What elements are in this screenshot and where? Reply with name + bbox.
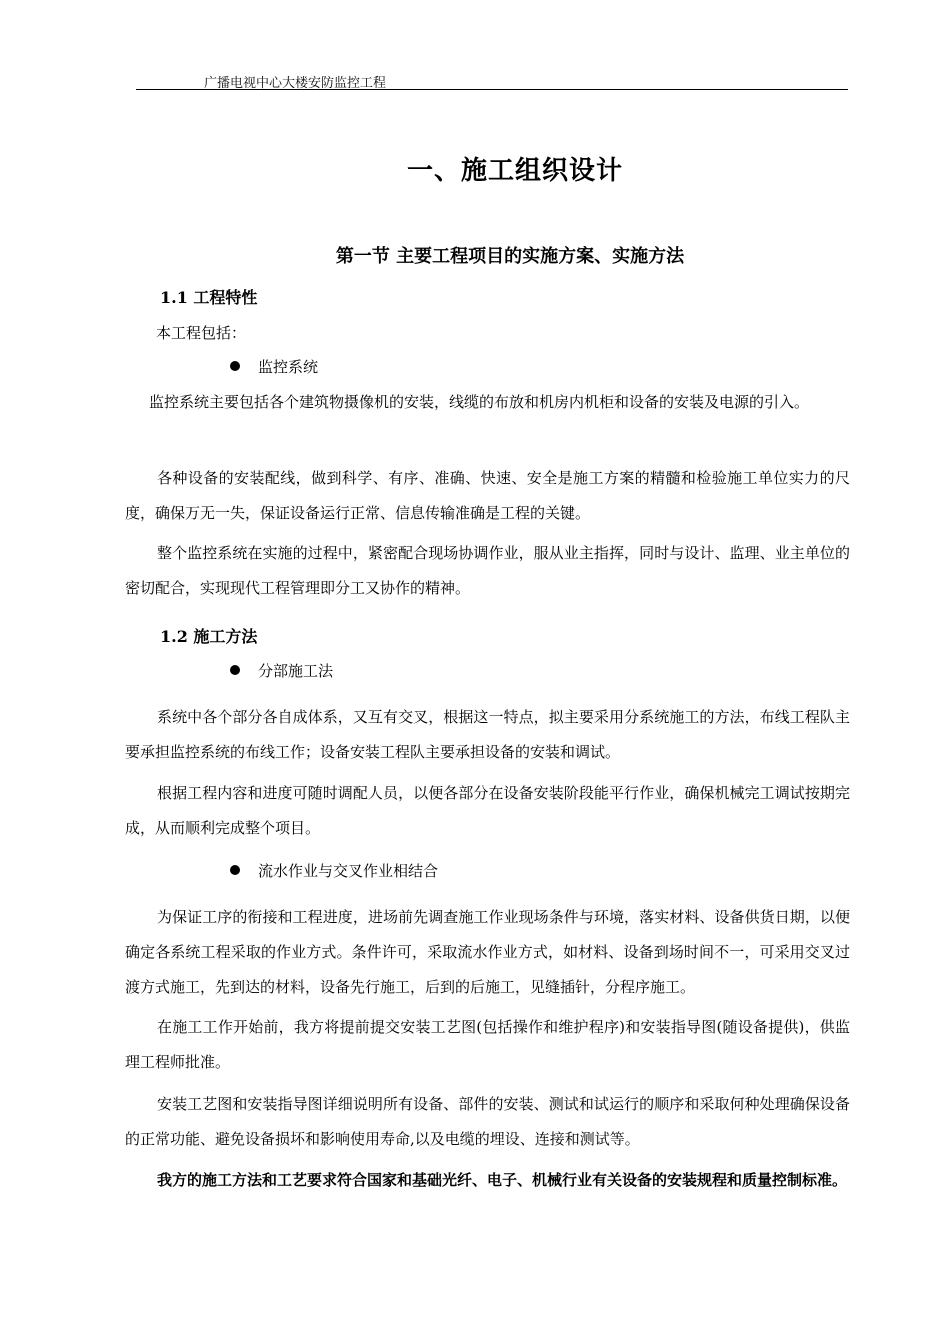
bullet-item <box>230 860 438 881</box>
paragraph: 各种设备的安装配线，做到科学、有序、准确、快速、安全是施工方案的精髓和检验施工单位实力的尺度，确保万无一失，保证设备运行正常、信息传输准确是工程的关键。 <box>125 469 850 522</box>
subheading-1-1: 1.1 工程特性 <box>160 288 258 307</box>
closing-statement: 我方的施工方法和工艺要求符合国家和基础光纤、电子、机械行业有关设备的安装规程和质量控制标准。 <box>157 1171 848 1189</box>
paragraph: 为保证工序的衔接和工程进度，进场前先调查施工作业现场条件与环境，落实材料、设备供货日期，以便确定各系统工程采取的作业方式。条件许可，采取流水作业方式，如材料、设备到场时间不一，可采用交叉过渡方式施工，先到达的材料，设备先行施工，后到的后施工，见缝插针，分程序施工。 <box>125 908 850 996</box>
chapter-title: 一、施工组织设计 <box>406 156 623 186</box>
paragraph: 在施工工作开始前，我方将提前提交安装工艺图(包括操作和维护程序)和安装指导图(随设备提供)，供监理工程师批准。 <box>125 1018 850 1071</box>
bullet-item <box>230 660 333 681</box>
paragraph: 监控系统主要包括各个建筑物摄像机的安装，线缆的布放和机房内机柜和设备的安装及电源的引入。 <box>149 393 810 411</box>
section-title: 第一节 主要工程项目的实施方案、实施方法 <box>335 246 685 267</box>
bullet-dot-icon <box>230 665 240 675</box>
bullet-label: 分部施工法 <box>258 662 334 680</box>
bullet-dot-icon <box>230 865 240 875</box>
paragraph: 根据工程内容和进度可随时调配人员，以便各部分在设备安装阶段能平行作业，确保机械完工调试按期完成，从而顺利完成整个项目。 <box>125 784 850 837</box>
bullet-label: 监控系统 <box>258 358 319 376</box>
paragraph: 安装工艺图和安装指导图详细说明所有设备、部件的安装、测试和试运行的顺序和采取何种处理确保设备的正常功能、避免设备损坏和影响使用寿命,以及电缆的埋设、连接和测试等。 <box>125 1095 850 1148</box>
bullet-item <box>230 356 318 377</box>
bullet-dot-icon <box>230 361 240 371</box>
paragraph: 整个监控系统在实施的过程中，紧密配合现场协调作业，服从业主指挥，同时与设计、监理、业主单位的密切配合，实现现代工程管理即分工又协作的精神。 <box>125 544 850 597</box>
intro-text: 本工程包括： <box>156 324 247 342</box>
bullet-label: 流水作业与交叉作业相结合 <box>258 862 439 880</box>
running-header: 广播电视中心大楼安防监控工程 <box>204 76 387 91</box>
paragraph: 系统中各个部分各自成体系，又互有交叉，根据这一特点，拟主要采用分系统施工的方法，布线工程队主要承担监控系统的布线工作；设备安装工程队主要承担设备的安装和调试。 <box>125 708 850 761</box>
header-rule <box>136 89 848 90</box>
subheading-1-2: 1.2 施工方法 <box>160 627 258 646</box>
